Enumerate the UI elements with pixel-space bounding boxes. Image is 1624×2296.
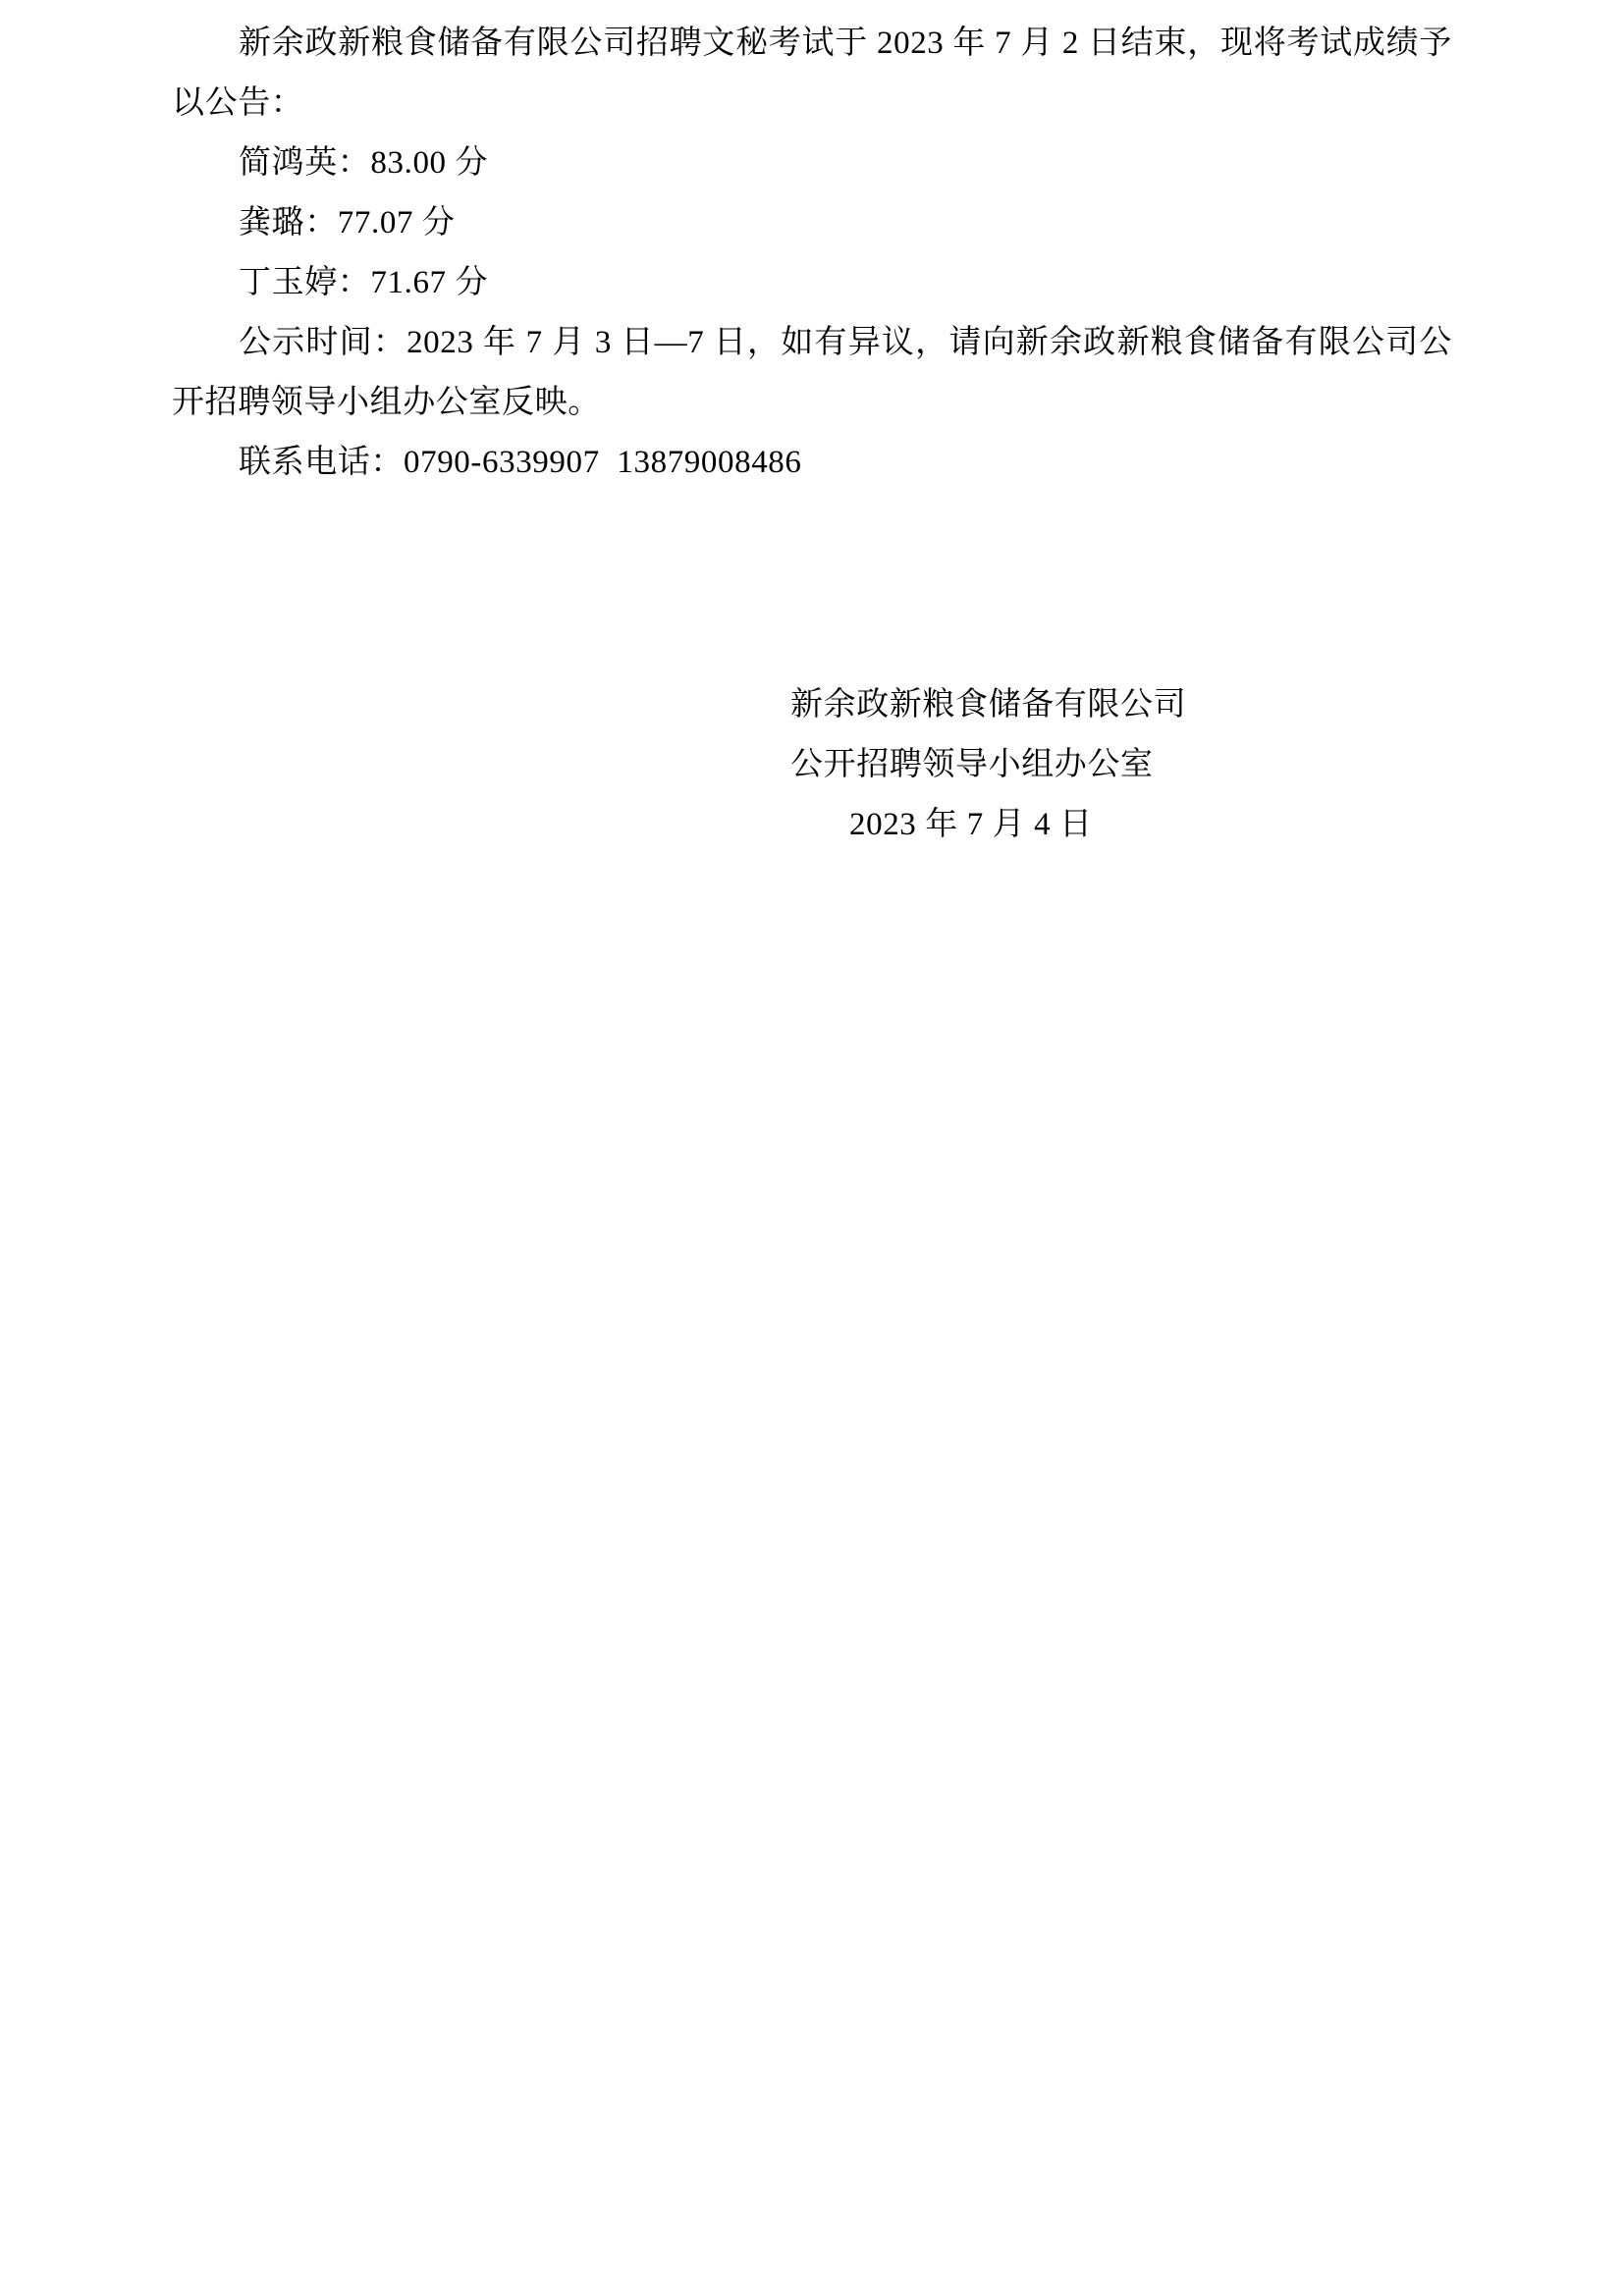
paragraph-publicity-period: 公示时间：2023 年 7 月 3 日—7 日，如有异议，请向新余政新粮食储备有限公司公开招聘领导小组办公室反映。: [172, 325, 1452, 420]
paragraph-contact-phone: 联系电话：0790-6339907 13879008486: [239, 445, 802, 480]
paragraph-score-candidate-1: 简鸿英：83.00 分: [239, 145, 489, 181]
paragraph-score-candidate-2: 龚璐：77.07 分: [239, 205, 456, 240]
signature-organization: 新余政新粮食储备有限公司: [790, 687, 1187, 722]
document-body: [172, 0, 1452, 855]
signature-date: 2023 年 7 月 4 日: [849, 807, 1093, 842]
paragraph-score-candidate-3: 丁玉婷：71.67 分: [239, 265, 489, 300]
paragraph-announcement-intro: 新余政新粮食储备有限公司招聘文秘考试于 2023 年 7 月 2 日结束，现将考试成绩予以公告：: [172, 26, 1452, 121]
signature-department: 公开招聘领导小组办公室: [790, 747, 1154, 782]
signature-spacer: [172, 493, 1452, 675]
